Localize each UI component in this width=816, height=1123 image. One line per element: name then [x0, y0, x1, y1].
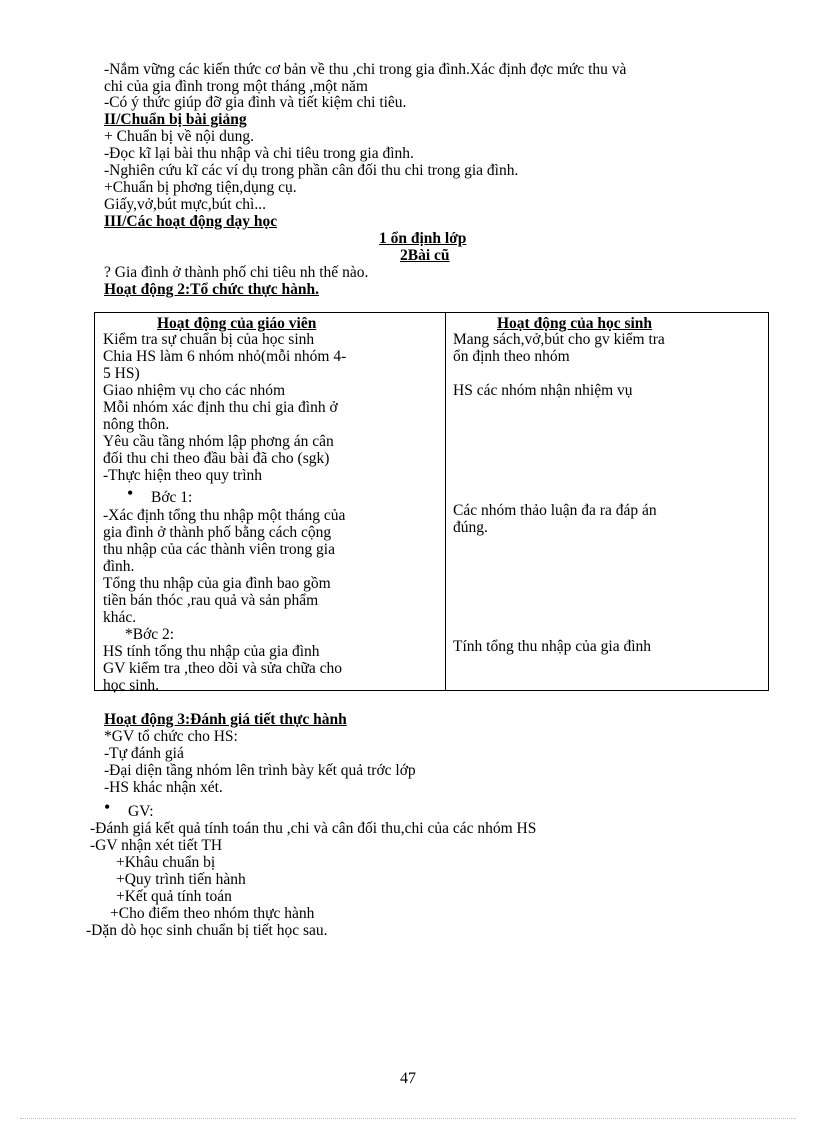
- activity3-line: *GV tổ chức cho HS:: [104, 728, 238, 745]
- intro-line: -Nắm vững các kiến thức cơ bản về thu ,chi trong gia đình.Xác định đợc mức thu và: [104, 61, 627, 78]
- activity3-line: -Tự đánh giá: [104, 745, 184, 762]
- activity3-line: +Khâu chuẩn bị: [116, 854, 216, 871]
- section-heading-preparation: II/Chuẩn bị bài giảng: [104, 111, 247, 128]
- activity-table: [94, 312, 769, 694]
- teacher-line: 5 HS): [103, 365, 140, 382]
- teacher-line: Mỗi nhóm xác định thu chi gia đình ở: [103, 399, 338, 416]
- teacher-line: nông thôn.: [103, 416, 170, 433]
- prep-line: -Nghiên cứu kĩ các ví dụ trong phần cân đối thu chi trong gia đình.: [104, 162, 519, 179]
- activity3-heading: Hoạt động 3:Đánh giá tiết thực hành: [104, 711, 347, 728]
- teacher-line: thu nhập của các thành viên trong gia: [103, 541, 335, 558]
- activity3-line: -Dặn dò học sinh chuẩn bị tiết học sau.: [86, 922, 328, 939]
- activity3-line: GV:: [128, 803, 154, 820]
- teacher-column-header: Hoạt động của giáo viên: [157, 315, 317, 332]
- teacher-line: khác.: [103, 609, 137, 626]
- subheading-class-order: 1 ổn định lớp: [379, 230, 467, 247]
- subheading-old-lesson: 2Bài cũ: [400, 247, 450, 264]
- footer-rule: [20, 1118, 796, 1119]
- teacher-line: Kiểm tra sự chuẩn bị của học sinh: [103, 331, 315, 348]
- teacher-line: đình.: [103, 558, 135, 575]
- prep-line: Giấy,vở,bút mực,bút chì...: [104, 196, 266, 213]
- table-divider: [445, 313, 446, 690]
- prep-line: -Đọc kĩ lại bài thu nhập và chi tiêu trong gia đình.: [104, 145, 414, 162]
- teacher-line: HS tính tổng thu nhập của gia đình: [103, 643, 320, 660]
- bullet-icon: •: [127, 483, 134, 503]
- student-line: ổn định theo nhóm: [453, 348, 570, 365]
- teacher-line: gia đình ở thành phố bằng cách cộng: [103, 524, 332, 541]
- intro-line: -Có ý thức giúp đỡ gia đình và tiết kiệm chi tiêu.: [104, 94, 407, 111]
- teacher-line: học sinh.: [103, 677, 159, 694]
- student-line: Các nhóm thảo luận đa ra đáp án: [453, 502, 657, 519]
- page-number: 47: [400, 1070, 416, 1087]
- activity3-line: +Kết quả tính toán: [116, 888, 232, 905]
- review-question: ? Gia đình ở thành phố chi tiêu nh thế nào.: [104, 264, 369, 281]
- teacher-line: Bớc 1:: [151, 489, 193, 506]
- student-line: đúng.: [453, 519, 488, 536]
- activity3-line: -HS khác nhận xét.: [104, 779, 223, 796]
- student-column-header: Hoạt động của học sinh: [497, 315, 653, 332]
- teacher-line: Yêu cầu tầng nhóm lập phơng án cân: [103, 433, 334, 450]
- bullet-icon: •: [104, 797, 111, 817]
- teacher-line: *Bớc 2:: [125, 626, 175, 643]
- student-line: Mang sách,vở,bút cho gv kiểm tra: [453, 331, 665, 348]
- intro-line: chi của gia đình trong một tháng ,một năm: [104, 78, 368, 95]
- activity3-line: -Đánh giá kết quả tính toán thu ,chi và cân đối thu,chi của các nhóm HS: [90, 820, 537, 837]
- student-line: HS các nhóm nhận nhiệm vụ: [453, 382, 633, 399]
- prep-line: +Chuẩn bị phơng tiện,dụng cụ.: [104, 179, 297, 196]
- section-heading-activities: III/Các hoạt động dạy học: [104, 213, 278, 230]
- teacher-line: -Thực hiện theo quy trình: [103, 467, 263, 484]
- teacher-line: Tổng thu nhập của gia đình bao gồm: [103, 575, 331, 592]
- activity3-line: -Đại diện tầng nhóm lên trình bày kết quả trớc lớp: [104, 762, 416, 779]
- prep-line: + Chuẩn bị về nội dung.: [104, 128, 254, 145]
- student-line: Tính tổng thu nhập của gia đình: [453, 638, 652, 655]
- teacher-line: Chia HS làm 6 nhóm nhỏ(mỗi nhóm 4-: [103, 348, 347, 365]
- activity2-heading: Hoạt động 2:Tổ chức thực hành.: [104, 281, 319, 298]
- activity3-line: -GV nhận xét tiết TH: [90, 837, 223, 854]
- teacher-line: Giao nhiệm vụ cho các nhóm: [103, 382, 286, 399]
- teacher-line: tiền bán thóc ,rau quả và sản phẩm: [103, 592, 319, 609]
- activity3-line: +Quy trình tiến hành: [116, 871, 246, 888]
- activity3-line: +Cho điểm theo nhóm thực hành: [110, 905, 315, 922]
- teacher-line: -Xác định tổng thu nhập một tháng của: [103, 507, 346, 524]
- teacher-line: đối thu chi theo đầu bài đã cho (sgk): [103, 450, 330, 467]
- teacher-line: GV kiểm tra ,theo dõi và sửa chữa cho: [103, 660, 343, 677]
